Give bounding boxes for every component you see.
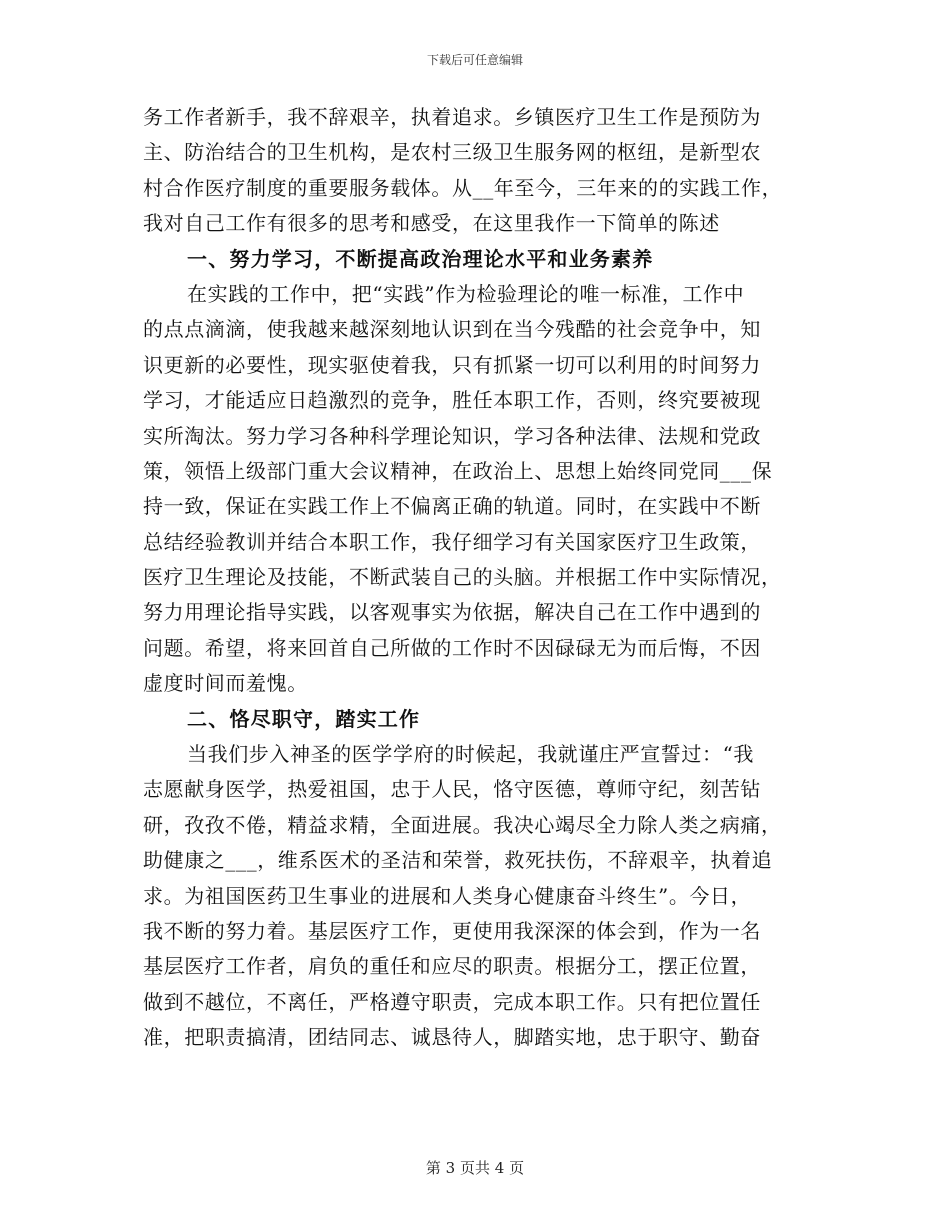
body-line: 准，把职责搞清，团结同志、诚恳待人，脚踏实地，忠于职守、勤奋 xyxy=(143,1025,761,1050)
body-line: 当我们步入神圣的医学学府的时候起，我就谨庄严宣誓过：“我 xyxy=(187,742,755,767)
body-line: 我不断的努力着。基层医疗工作，更使用我深深的体会到，作为一名 xyxy=(143,918,761,943)
section-heading-1: 一、努力学习，不断提高政治理论水平和业务素养 xyxy=(187,246,654,271)
body-line: 在实践的工作中，把“实践”作为检验理论的唯一标准，工作中 xyxy=(187,281,745,306)
body-line: 主、防治结合的卫生机构，是农村三级卫生服务网的枢纽，是新型农 xyxy=(143,140,761,165)
body-line: 虚度时间而羞愧。 xyxy=(143,671,308,696)
body-line: 策，领悟上级部门重大会议精神，在政治上、思想上始终同党同___保 xyxy=(143,458,773,483)
body-line: 村合作医疗制度的重要服务载体。从__年至今，三年来的的实践工作， xyxy=(143,175,783,200)
body-line: 努力用理论指导实践，以客观事实为依据，解决自己在工作中遇到的 xyxy=(143,600,761,625)
body-line: 基层医疗工作者，肩负的重任和应尽的职责。根据分工，摆正位置， xyxy=(143,954,761,979)
section-heading-2: 二、恪尽职守，踏实工作 xyxy=(187,706,421,731)
body-line: 持一致，保证在实践工作上不偏离正确的轨道。同时，在实践中不断 xyxy=(143,494,761,519)
body-line: 医疗卫生理论及技能，不断武装自己的头脑。并根据工作中实际情况， xyxy=(143,565,782,590)
body-line: 我对自己工作有很多的思考和感受，在这里我作一下简单的陈述 xyxy=(143,211,720,236)
body-line: 务工作者新手，我不辞艰辛，执着追求。乡镇医疗卫生工作是预防为 xyxy=(143,105,761,129)
body-line: 助健康之___，维系医术的圣洁和荣誉，救死扶伤，不辞艰辛，执着追 xyxy=(143,848,773,873)
body-line: 做到不越位，不离任，严格遵守职责，完成本职工作。只有把位置任 xyxy=(143,989,761,1014)
body-line: 总结经验教训并结合本职工作，我仔细学习有关国家医疗卫生政策， xyxy=(143,529,761,554)
body-line: 实所淘汰。努力学习各种科学理论知识，学习各种法律、法规和党政 xyxy=(143,423,761,448)
page-header: 下载后可任意编辑 xyxy=(426,53,523,67)
body-line: 识更新的必要性，现实驱使着我，只有抓紧一切可以利用的时间努力 xyxy=(143,352,761,377)
body-line: 志愿献身医学，热爱祖国，忠于人民，恪守医德，尊师守纪，刻苦钻 xyxy=(143,777,761,802)
body-line: 求。为祖国医药卫生事业的进展和人类身心健康奋斗终生”。今日， xyxy=(143,883,752,908)
body-line: 问题。希望，将来回首自己所做的工作时不因碌碌无为而后悔，不因 xyxy=(143,635,761,660)
document-body xyxy=(143,100,803,1056)
body-line: 学习，才能适应日趋激烈的竞争，胜任本职工作，否则，终究要被现 xyxy=(143,388,761,413)
body-line: 的点点滴滴，使我越来越深刻地认识到在当今残酷的社会竞争中，知 xyxy=(143,317,761,342)
body-line: 研，孜孜不倦，精益求精，全面进展。我决心竭尽全力除人类之病痛， xyxy=(143,812,782,837)
page-footer: 第 3 页共 4 页 xyxy=(425,1159,525,1177)
